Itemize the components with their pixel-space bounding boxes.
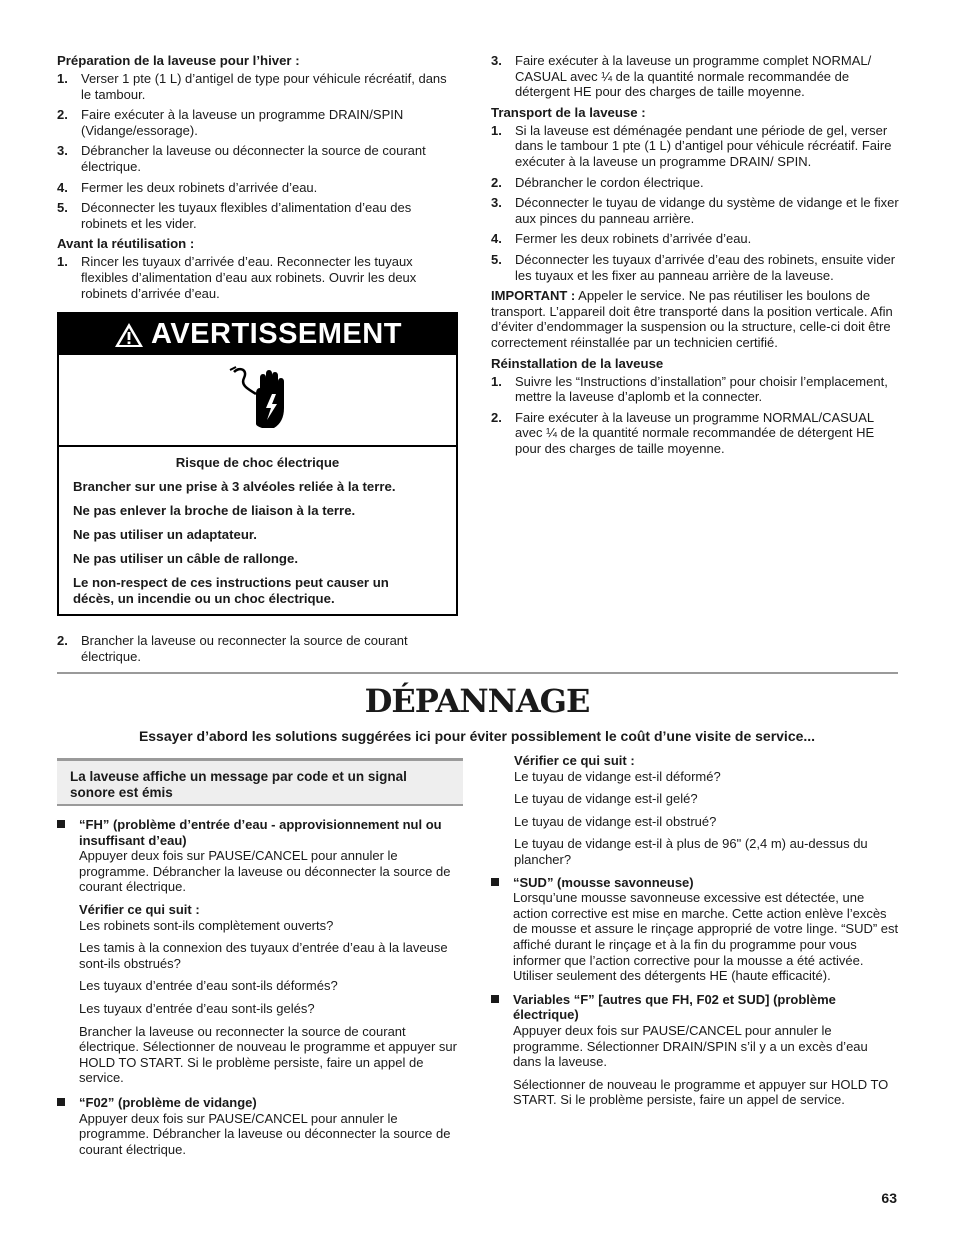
step-text: Déconnecter les tuyaux flexibles d’alimentation d’eau des robinets et les vider.: [81, 200, 412, 231]
transport-steps: [491, 123, 899, 283]
list-item: [57, 143, 457, 174]
bullet-icon: [57, 1095, 79, 1157]
shock-icon-area: [59, 355, 456, 447]
step-text: Verser 1 pte (1 L) d’antigel de type pour véhicule récréatif, dans le tambour.: [81, 71, 447, 102]
section-divider: [57, 672, 898, 674]
f02-title: “F02” (problème de vidange): [79, 1094, 257, 1110]
fvar-closing: Sélectionner de nouveau le programme et appuyer sur HOLD TO START. Si le problème persiste, faire un appel de service.: [513, 1076, 889, 1108]
transport-section: [491, 53, 899, 456]
list-item: [491, 195, 899, 226]
check-item: Le tuyau de vidange est-il gelé?: [514, 791, 698, 807]
reuse-heading: Avant la réutilisation :: [57, 236, 195, 252]
code-section-title: La laveuse affiche un message par code et un signal sonore est émis: [70, 769, 407, 800]
warning-box: [57, 312, 458, 616]
warning-lines: [59, 447, 456, 607]
step-number: 3.: [491, 53, 502, 68]
step-number: 2.: [491, 174, 502, 190]
step-text: Déconnecter les tuyaux d’arrivée d’eau des robinets, ensuite vider les tuyaux et les fixer au panneau arrière de la laveuse.: [515, 251, 896, 283]
step-text: Faire exécuter à la laveuse un programme NORMAL/CASUAL avec ¼ de la quantité normale recommandée de détergent HE pour des charges de taille moyenne.: [515, 409, 875, 456]
fh-text: Appuyer deux fois sur PAUSE/CANCEL pour annuler le programme. Débrancher la laveuse ou déconnecter la source de courant électrique.: [79, 848, 451, 895]
step-number: 1.: [491, 122, 502, 138]
check-item: Les tamis à la connexion des tuyaux d’entrée d’eau à la laveuse sont-ils obstrués?: [79, 940, 448, 971]
step-number: 5.: [57, 200, 68, 216]
warning-line: Ne pas utiliser un câble de rallonge.: [73, 551, 298, 566]
winter-prep-section: [57, 53, 457, 301]
step-number: 1.: [57, 71, 68, 86]
list-item: [57, 71, 457, 102]
fh-item: [57, 817, 463, 1093]
fh-title: “FH” (problème d’entrée d’eau - approvisionnement nul ou insuffisant d’eau): [79, 817, 442, 848]
step-text: Rincer les tuyaux d’arrivée d’eau. Reconnecter les tuyaux flexibles d’alimentation d’eau aux robinets. Ouvrir les deux robinets d’arrivée d’eau.: [81, 254, 417, 301]
f02-item: [57, 1095, 463, 1157]
list-item: [491, 231, 899, 247]
check-item: Les robinets sont-ils complètement ouverts?: [79, 917, 334, 933]
page-title: DÉPANNAGE: [364, 682, 590, 720]
step-number: 2.: [57, 107, 68, 123]
bullet-icon: [491, 875, 513, 984]
warning-header: [59, 314, 456, 355]
step-number: 1.: [491, 373, 502, 389]
step-text: Si la laveuse est déménagée pendant une période de gel, verser dans le tambour 1 pte (1 L) d’antigel pour véhicule récréatif. Faire exécuter à la laveuse un programme DRAIN/ SPIN.: [515, 122, 892, 169]
list-item: [57, 254, 457, 301]
bullet-icon: [491, 992, 513, 1108]
step-number: 3.: [491, 195, 502, 211]
electric-shock-hand-icon: [226, 364, 290, 436]
step-text: Faire exécuter à la laveuse un programme complet NORMAL/ CASUAL avec ¼ de la quantité normale recommandée de détergent HE pour des charges de taille moyenne.: [515, 53, 872, 100]
step-text: Faire exécuter à la laveuse un programme DRAIN/SPIN (Vidange/essorage).: [81, 107, 404, 138]
check-item: Le tuyau de vidange est-il déformé?: [514, 768, 721, 784]
step-number: 5.: [491, 251, 502, 267]
step-text: Débrancher le cordon électrique.: [515, 174, 704, 190]
step-text: Débrancher la laveuse ou déconnecter la source de courant électrique.: [81, 143, 426, 174]
step-number: 3.: [57, 143, 68, 159]
step-number: 4.: [491, 231, 502, 247]
fvar-text: Appuyer deux fois sur PAUSE/CANCEL pour annuler le programme. Sélectionner DRAIN/SPIN s’il y a un excès d’eau dans la laveuse.: [513, 1022, 868, 1070]
list-item: [491, 53, 899, 100]
step-text: Déconnecter le tuyau de vidange du système de vidange et le fixer aux pinces du panneau arrière.: [515, 195, 899, 226]
list-item: [491, 252, 899, 283]
list-item: [491, 410, 899, 457]
check-label: Vérifier ce qui suit :: [514, 753, 635, 768]
list-item: [57, 200, 457, 231]
f02-checks-section: [491, 753, 899, 1108]
list-item: [57, 107, 457, 138]
warning-line: Le non-respect de ces instructions peut causer un décès, un incendie ou un choc électrique.: [73, 575, 389, 606]
list-item: [57, 180, 457, 196]
list-item: [57, 633, 457, 664]
list-item: [491, 175, 899, 191]
step-text: Fermer les deux robinets d’arrivée d’eau.: [515, 231, 752, 247]
warning-triangle-icon: [113, 321, 145, 349]
winter-heading: Préparation de la laveuse pour l’hiver :: [57, 53, 300, 68]
f02-text: Appuyer deux fois sur PAUSE/CANCEL pour annuler le programme. Débrancher la laveuse ou déconnecter la source de courant électrique.: [79, 1110, 451, 1157]
step-number: 1.: [57, 254, 68, 270]
important-note: [491, 288, 899, 350]
bullet-icon: [57, 817, 79, 1093]
reinstall-heading: Réinstallation de la laveuse: [491, 355, 664, 371]
step-text: Fermer les deux robinets d’arrivée d’eau.: [81, 179, 318, 195]
warning-title: AVERTISSEMENT: [151, 318, 402, 350]
warning-line: Brancher sur une prise à 3 alvéoles reliée à la terre.: [73, 479, 396, 494]
warning-line: Ne pas utiliser un adaptateur.: [73, 527, 257, 542]
check-item: Le tuyau de vidange est-il à plus de 96" (2,4 m) au-dessus du plancher?: [514, 836, 868, 867]
winter-steps: [57, 71, 457, 231]
list-item: [491, 123, 899, 170]
f-variables-item: [491, 992, 899, 1108]
check-item: Les tuyaux d’entrée d’eau sont-ils gelés?: [79, 1000, 315, 1016]
sud-text: Lorsqu’une mousse savonneuse excessive est détectée, une action corrective est mise en marche. Cette action enlève l’excès de mousse et assure le rinçage approprié de votre linge. “SUD” est affiché durant le rinçage et à la fin du programme pour vous informer que l’action corrective pour la mousse a été activée. Utiliser seulement des détergents HE (haute efficacité).: [513, 890, 899, 984]
list-item: [491, 374, 899, 405]
reinstall-steps: [491, 374, 899, 457]
check-label: Vérifier ce qui suit :: [79, 901, 200, 917]
warning-risk: Risque de choc électrique: [175, 455, 340, 470]
reuse-step-2: [57, 633, 457, 664]
page-number: 63: [881, 1190, 897, 1206]
transport-heading: Transport de la laveuse :: [491, 104, 646, 120]
step-number: 4.: [57, 179, 68, 195]
step-number: 2.: [57, 633, 68, 648]
fh-closing: Brancher la laveuse ou reconnecter la source de courant électrique. Sélectionner de nouveau le programme et appuyer sur HOLD TO START. Si le problème persiste, faire un appel de service.: [79, 1023, 457, 1086]
fh-section: [57, 817, 463, 1157]
step-text: Brancher la laveuse ou reconnecter la source de courant électrique.: [81, 633, 408, 664]
page-subtitle: Essayer d’abord les solutions suggérées ici pour éviter possiblement le coût d’une visite de service...: [138, 728, 816, 744]
step-number: 2.: [491, 409, 502, 425]
check-item: Les tuyaux d’entrée d’eau sont-ils déformés?: [79, 978, 338, 994]
important-label: IMPORTANT :: [491, 288, 576, 304]
sud-title: “SUD” (mousse savonneuse): [513, 874, 694, 890]
step-text: Suivre les “Instructions d’installation” pour choisir l’emplacement, mettre la laveuse d’aplomb et la connecter.: [515, 373, 888, 405]
warning-line: Ne pas enlever la broche de liaison à la terre.: [73, 503, 356, 518]
check-item: Le tuyau de vidange est-il obstrué?: [514, 813, 717, 829]
important-text: Appeler le service. Ne pas réutiliser les boulons de transport. L’appareil doit être transporté dans la position verticale. Afin d’éviter d’endommager la suspension ou la structure, celle-ci doit être correctement réinstallée par un technicien certifié.: [491, 288, 893, 350]
code-section-heading: [57, 758, 463, 806]
sud-item: [491, 875, 899, 984]
fvar-title: Variables “F” [autres que FH, F02 et SUD] (problème électrique): [513, 991, 836, 1023]
